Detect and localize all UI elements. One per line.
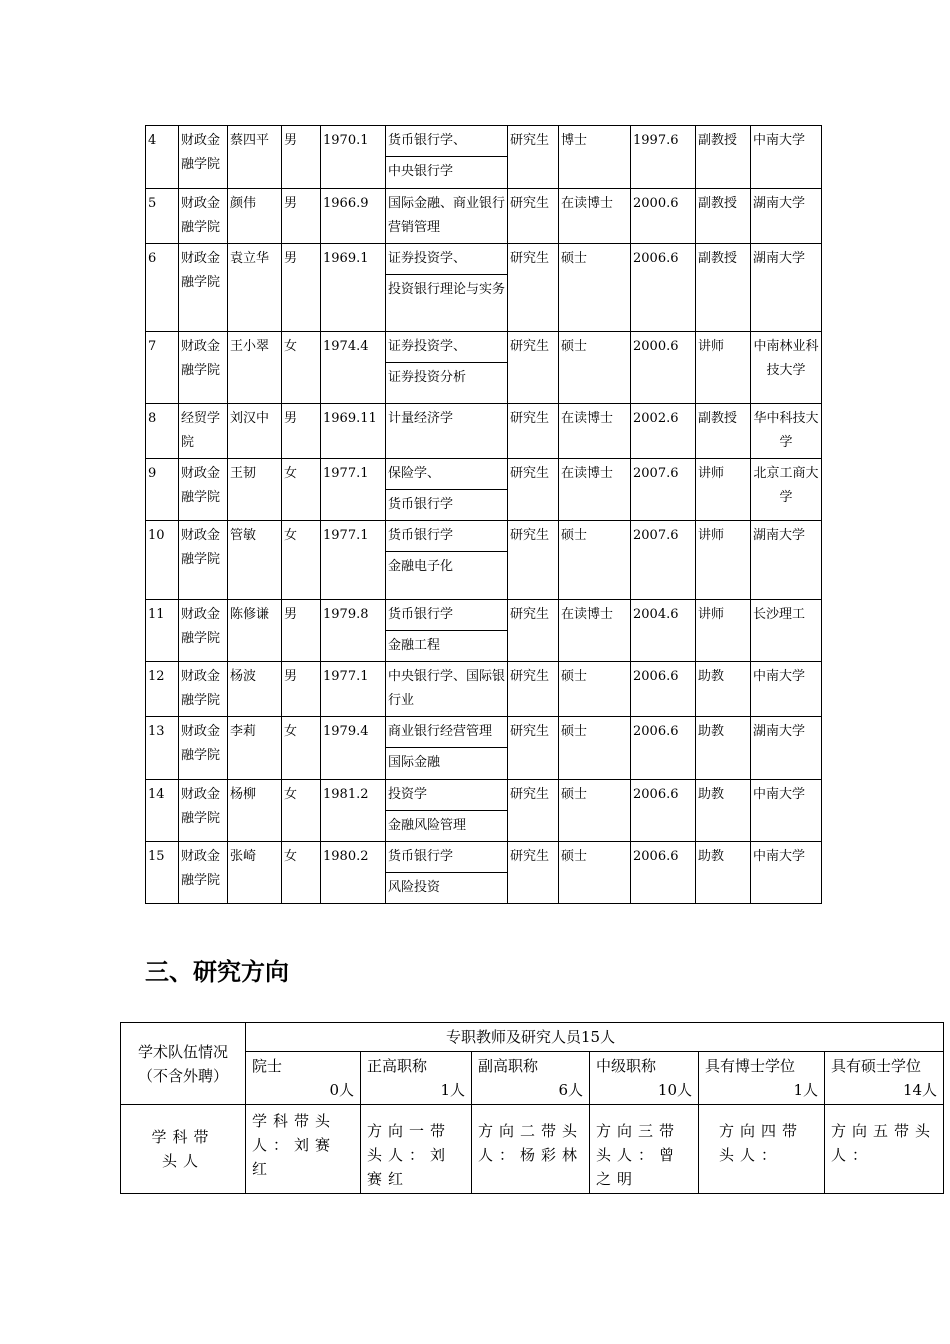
unit-cell: 财政金融学院 bbox=[179, 244, 228, 332]
edu-cell: 研究生 bbox=[508, 126, 559, 189]
school-cell: 中南大学 bbox=[751, 126, 822, 189]
major-item: 保险学、 bbox=[386, 459, 507, 490]
category-label: 副高职称 bbox=[478, 1057, 539, 1075]
category-label: 院士 bbox=[252, 1057, 283, 1075]
table-row bbox=[146, 404, 822, 459]
birth-cell: 1980.2 bbox=[321, 842, 386, 904]
title-cell: 讲师 bbox=[696, 521, 751, 600]
major-cell bbox=[386, 189, 508, 244]
name-cell: 蔡四平 bbox=[228, 126, 282, 189]
title-cell: 讲师 bbox=[696, 332, 751, 404]
unit-cell: 财政金融学院 bbox=[179, 521, 228, 600]
category-label: 具有硕士学位 bbox=[831, 1057, 922, 1075]
name-cell: 袁立华 bbox=[228, 244, 282, 332]
school-cell: 中南大学 bbox=[751, 842, 822, 904]
date-cell: 2000.6 bbox=[631, 189, 696, 244]
title-cell: 助教 bbox=[696, 717, 751, 780]
degree-cell: 硕士 bbox=[559, 244, 631, 332]
major-item: 金融风险管理 bbox=[388, 818, 467, 833]
team-table bbox=[120, 1022, 944, 1194]
birth-cell: 1981.2 bbox=[321, 780, 386, 842]
table-row bbox=[146, 717, 822, 780]
category-label: 正高职称 bbox=[367, 1057, 428, 1075]
title-cell: 副教授 bbox=[696, 244, 751, 332]
team-category bbox=[246, 1052, 361, 1105]
degree-cell: 在读博士 bbox=[559, 189, 631, 244]
edu-cell: 研究生 bbox=[508, 459, 559, 521]
major-item: 货币银行学 bbox=[386, 521, 507, 552]
table-row bbox=[146, 780, 822, 842]
leader-cell: 方向一带头人：刘赛红 bbox=[361, 1105, 472, 1194]
category-count: 6人 bbox=[558, 1081, 583, 1099]
no-cell: 6 bbox=[146, 244, 179, 332]
major-item: 证券投资分析 bbox=[388, 370, 467, 385]
major-cell bbox=[386, 842, 508, 904]
date-cell: 2002.6 bbox=[631, 404, 696, 459]
birth-cell: 1974.4 bbox=[321, 332, 386, 404]
major-item: 计量经济学 bbox=[388, 411, 454, 426]
name-cell: 王小翠 bbox=[228, 332, 282, 404]
edu-cell: 研究生 bbox=[508, 521, 559, 600]
major-item: 国际金融、商业银行营销管理 bbox=[388, 196, 506, 235]
title-cell: 副教授 bbox=[696, 404, 751, 459]
category-count: 1人 bbox=[440, 1081, 465, 1099]
major-cell bbox=[386, 244, 508, 332]
table-row bbox=[146, 842, 822, 904]
title-cell: 讲师 bbox=[696, 459, 751, 521]
leader-cell: 方向二带头人：杨彩林 bbox=[472, 1105, 590, 1194]
team-category bbox=[699, 1052, 825, 1105]
team-row-label bbox=[121, 1023, 246, 1105]
unit-cell: 财政金融学院 bbox=[179, 600, 228, 662]
table-row bbox=[146, 521, 822, 600]
category-count: 14人 bbox=[902, 1081, 938, 1099]
team-row-label-text: 学术队伍情况（不含外聘） bbox=[137, 1042, 228, 1085]
table-row bbox=[146, 126, 822, 189]
gender-cell: 男 bbox=[282, 404, 321, 459]
leader-cell: 学科带头人：刘赛红 bbox=[246, 1105, 361, 1194]
degree-cell: 硕士 bbox=[559, 842, 631, 904]
gender-cell: 女 bbox=[282, 332, 321, 404]
no-cell: 7 bbox=[146, 332, 179, 404]
edu-cell: 研究生 bbox=[508, 662, 559, 717]
title-cell: 助教 bbox=[696, 842, 751, 904]
category-label: 具有博士学位 bbox=[705, 1057, 796, 1075]
major-item: 货币银行学 bbox=[388, 497, 454, 512]
date-cell: 2006.6 bbox=[631, 717, 696, 780]
major-cell bbox=[386, 332, 508, 404]
major-item: 投资银行理论与实务 bbox=[388, 282, 506, 297]
birth-cell: 1970.1 bbox=[321, 126, 386, 189]
major-cell bbox=[386, 521, 508, 600]
team-summary: 专职教师及研究人员15人 bbox=[246, 1023, 944, 1052]
date-cell: 2007.6 bbox=[631, 459, 696, 521]
major-item: 投资学 bbox=[386, 780, 507, 811]
school-cell: 中南大学 bbox=[751, 662, 822, 717]
degree-cell: 硕士 bbox=[559, 780, 631, 842]
major-cell bbox=[386, 662, 508, 717]
team-leaders-row bbox=[121, 1105, 944, 1194]
birth-cell: 1979.8 bbox=[321, 600, 386, 662]
birth-cell: 1977.1 bbox=[321, 459, 386, 521]
title-cell: 助教 bbox=[696, 780, 751, 842]
team-category bbox=[825, 1052, 944, 1105]
date-cell: 2006.6 bbox=[631, 244, 696, 332]
degree-cell: 博士 bbox=[559, 126, 631, 189]
section-title: 三、研究方向 bbox=[145, 957, 289, 986]
birth-cell: 1969.11 bbox=[321, 404, 386, 459]
school-cell: 北京工商大学 bbox=[751, 459, 822, 521]
leader-cell: 方向三带头人：曾之明 bbox=[590, 1105, 699, 1194]
birth-cell: 1979.4 bbox=[321, 717, 386, 780]
leader-cell: 方向五带头人： bbox=[825, 1105, 944, 1194]
major-item: 中央银行学、国际银行业 bbox=[388, 669, 506, 708]
category-count: 0人 bbox=[329, 1081, 354, 1099]
gender-cell: 男 bbox=[282, 189, 321, 244]
name-cell: 颜伟 bbox=[228, 189, 282, 244]
degree-cell: 硕士 bbox=[559, 332, 631, 404]
degree-cell: 在读博士 bbox=[559, 600, 631, 662]
unit-cell: 财政金融学院 bbox=[179, 459, 228, 521]
leader-cell: 方向四带头人： bbox=[699, 1105, 825, 1194]
gender-cell: 女 bbox=[282, 780, 321, 842]
major-item: 货币银行学 bbox=[386, 842, 507, 873]
name-cell: 王韧 bbox=[228, 459, 282, 521]
no-cell: 13 bbox=[146, 717, 179, 780]
major-item: 货币银行学、 bbox=[386, 126, 507, 157]
no-cell: 4 bbox=[146, 126, 179, 189]
no-cell: 12 bbox=[146, 662, 179, 717]
school-cell: 湖南大学 bbox=[751, 244, 822, 332]
major-item: 风险投资 bbox=[388, 880, 441, 895]
birth-cell: 1977.1 bbox=[321, 521, 386, 600]
birth-cell: 1966.9 bbox=[321, 189, 386, 244]
unit-cell: 财政金融学院 bbox=[179, 189, 228, 244]
school-cell: 中南林业科技大学 bbox=[751, 332, 822, 404]
table-row bbox=[146, 662, 822, 717]
table-row bbox=[146, 244, 822, 332]
name-cell: 杨柳 bbox=[228, 780, 282, 842]
no-cell: 11 bbox=[146, 600, 179, 662]
unit-cell: 财政金融学院 bbox=[179, 717, 228, 780]
birth-cell: 1977.1 bbox=[321, 662, 386, 717]
unit-cell: 财政金融学院 bbox=[179, 842, 228, 904]
birth-cell: 1969.1 bbox=[321, 244, 386, 332]
major-item: 国际金融 bbox=[388, 755, 441, 770]
gender-cell: 女 bbox=[282, 842, 321, 904]
unit-cell: 财政金融学院 bbox=[179, 780, 228, 842]
name-cell: 杨波 bbox=[228, 662, 282, 717]
major-item: 中央银行学 bbox=[388, 164, 454, 179]
no-cell: 8 bbox=[146, 404, 179, 459]
name-cell: 李莉 bbox=[228, 717, 282, 780]
gender-cell: 男 bbox=[282, 600, 321, 662]
major-item: 商业银行经营管理 bbox=[386, 717, 507, 748]
edu-cell: 研究生 bbox=[508, 600, 559, 662]
title-cell: 讲师 bbox=[696, 600, 751, 662]
edu-cell: 研究生 bbox=[508, 189, 559, 244]
team-category bbox=[472, 1052, 590, 1105]
major-item: 金融工程 bbox=[388, 638, 441, 653]
degree-cell: 在读博士 bbox=[559, 459, 631, 521]
school-cell: 华中科技大学 bbox=[751, 404, 822, 459]
team-summary-row bbox=[121, 1023, 944, 1052]
major-item: 证券投资学、 bbox=[386, 332, 507, 363]
no-cell: 14 bbox=[146, 780, 179, 842]
edu-cell: 研究生 bbox=[508, 842, 559, 904]
title-cell: 助教 bbox=[696, 662, 751, 717]
edu-cell: 研究生 bbox=[508, 780, 559, 842]
date-cell: 2004.6 bbox=[631, 600, 696, 662]
table-row bbox=[146, 459, 822, 521]
degree-cell: 在读博士 bbox=[559, 404, 631, 459]
major-cell bbox=[386, 780, 508, 842]
degree-cell: 硕士 bbox=[559, 521, 631, 600]
gender-cell: 男 bbox=[282, 126, 321, 189]
team-category bbox=[590, 1052, 699, 1105]
unit-cell: 财政金融学院 bbox=[179, 662, 228, 717]
table-row bbox=[146, 189, 822, 244]
major-cell bbox=[386, 459, 508, 521]
gender-cell: 男 bbox=[282, 662, 321, 717]
school-cell: 湖南大学 bbox=[751, 521, 822, 600]
no-cell: 10 bbox=[146, 521, 179, 600]
school-cell: 湖南大学 bbox=[751, 189, 822, 244]
unit-cell: 财政金融学院 bbox=[179, 126, 228, 189]
name-cell: 张崎 bbox=[228, 842, 282, 904]
name-cell: 管敏 bbox=[228, 521, 282, 600]
date-cell: 2007.6 bbox=[631, 521, 696, 600]
gender-cell: 女 bbox=[282, 521, 321, 600]
no-cell: 5 bbox=[146, 189, 179, 244]
unit-cell: 经贸学院 bbox=[179, 404, 228, 459]
school-cell: 中南大学 bbox=[751, 780, 822, 842]
date-cell: 2006.6 bbox=[631, 662, 696, 717]
leaders-label: 学科带头人 bbox=[121, 1105, 246, 1194]
edu-cell: 研究生 bbox=[508, 404, 559, 459]
title-cell: 副教授 bbox=[696, 189, 751, 244]
table-row bbox=[146, 332, 822, 404]
edu-cell: 研究生 bbox=[508, 244, 559, 332]
school-cell: 长沙理工 bbox=[751, 600, 822, 662]
edu-cell: 研究生 bbox=[508, 717, 559, 780]
major-item: 货币银行学 bbox=[386, 600, 507, 631]
gender-cell: 女 bbox=[282, 459, 321, 521]
unit-cell: 财政金融学院 bbox=[179, 332, 228, 404]
date-cell: 1997.6 bbox=[631, 126, 696, 189]
major-item: 金融电子化 bbox=[388, 559, 454, 574]
gender-cell: 男 bbox=[282, 244, 321, 332]
degree-cell: 硕士 bbox=[559, 717, 631, 780]
category-label: 中级职称 bbox=[596, 1057, 657, 1075]
title-cell: 副教授 bbox=[696, 126, 751, 189]
staff-table-body bbox=[146, 126, 822, 904]
school-cell: 湖南大学 bbox=[751, 717, 822, 780]
table-row bbox=[146, 600, 822, 662]
major-cell bbox=[386, 404, 508, 459]
major-cell bbox=[386, 717, 508, 780]
no-cell: 15 bbox=[146, 842, 179, 904]
major-cell bbox=[386, 126, 508, 189]
edu-cell: 研究生 bbox=[508, 332, 559, 404]
category-count: 10人 bbox=[657, 1081, 692, 1099]
name-cell: 陈修谦 bbox=[228, 600, 282, 662]
date-cell: 2006.6 bbox=[631, 780, 696, 842]
gender-cell: 女 bbox=[282, 717, 321, 780]
date-cell: 2006.6 bbox=[631, 842, 696, 904]
no-cell: 9 bbox=[146, 459, 179, 521]
degree-cell: 硕士 bbox=[559, 662, 631, 717]
name-cell: 刘汉中 bbox=[228, 404, 282, 459]
category-count: 1人 bbox=[793, 1081, 818, 1099]
team-category bbox=[361, 1052, 472, 1105]
date-cell: 2000.6 bbox=[631, 332, 696, 404]
staff-table bbox=[145, 125, 822, 904]
major-cell bbox=[386, 600, 508, 662]
major-item: 证券投资学、 bbox=[386, 244, 507, 275]
